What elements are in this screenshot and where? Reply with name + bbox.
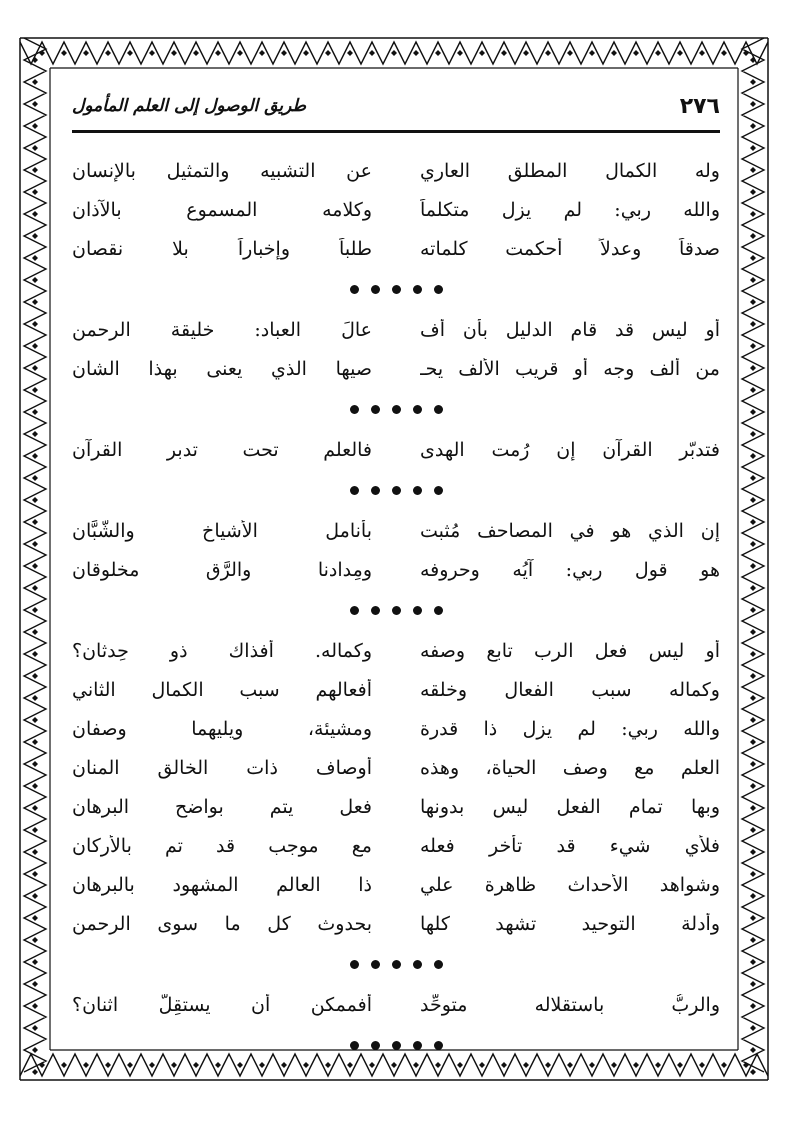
border-diamond: [435, 50, 441, 56]
border-diamond: [32, 497, 38, 503]
separator-dot: [350, 486, 359, 495]
border-diamond: [193, 50, 199, 56]
border-diamond: [32, 101, 38, 107]
verse-first-hemistich: والله ربي: لم يزل متكلماً: [420, 198, 720, 221]
border-diamond: [567, 50, 573, 56]
verse-second-hemistich: فالعلم تحت تدبر القرآن: [72, 438, 372, 461]
section-separator: [72, 469, 720, 511]
border-diamond: [750, 673, 756, 679]
verse-second-hemistich: ومِدادنا والرَّق مخلوقان: [72, 558, 372, 581]
border-diamond: [32, 739, 38, 745]
section-separator: [72, 1024, 720, 1066]
section-separator: [72, 589, 720, 631]
border-diamond: [259, 50, 265, 56]
separator-dot: [413, 285, 422, 294]
separator-dot: [371, 606, 380, 615]
verse-second-hemistich: وكماله. أفذاك ذو حِدثان؟: [72, 639, 372, 662]
border-diamond: [83, 50, 89, 56]
border-diamond: [32, 893, 38, 899]
border-diamond: [750, 915, 756, 921]
border-diamond: [237, 50, 243, 56]
verse-line: [72, 748, 720, 787]
verse-first-hemistich: وأدلة التوحيد تشهد كلها: [420, 912, 720, 935]
border-diamond: [750, 1025, 756, 1031]
border-diamond: [32, 673, 38, 679]
border-diamond: [39, 1062, 45, 1068]
border-diamond: [32, 1069, 38, 1075]
section-separator: [72, 268, 720, 310]
verse-first-hemistich: من ألف وجه أو قريب الألف يحـ: [420, 357, 720, 380]
border-diamond: [149, 50, 155, 56]
separator-dot: [371, 405, 380, 414]
border-diamond: [32, 849, 38, 855]
border-diamond: [32, 937, 38, 943]
border-diamond: [32, 475, 38, 481]
border-diamond: [750, 805, 756, 811]
border-diamond: [369, 50, 375, 56]
border-diamond: [32, 277, 38, 283]
border-diamond: [750, 497, 756, 503]
border-diamond: [32, 453, 38, 459]
section-separator: [72, 388, 720, 430]
border-diamond: [32, 233, 38, 239]
border-diamond: [750, 893, 756, 899]
verse-first-hemistich: أو ليس قد قام الدليل بأن أف: [420, 318, 720, 341]
verse-line: [72, 904, 720, 943]
border-diamond: [39, 50, 45, 56]
border-diamond: [750, 981, 756, 987]
border-diamond: [32, 695, 38, 701]
poem-section: [72, 310, 720, 388]
separator-dot: [434, 405, 443, 414]
border-diamond: [750, 1069, 756, 1075]
border-diamond: [32, 299, 38, 305]
border-diamond: [391, 50, 397, 56]
border-diamond: [32, 123, 38, 129]
border-diamond: [32, 431, 38, 437]
verse-first-hemistich: والله ربي: لم يزل ذا قدرة: [420, 717, 720, 740]
border-diamond: [750, 1003, 756, 1009]
verse-second-hemistich: بأنامل الأشياخ والشُّبَّان: [72, 519, 372, 542]
border-diamond: [750, 541, 756, 547]
border-diamond: [750, 937, 756, 943]
border-diamond: [750, 475, 756, 481]
border-diamond: [32, 717, 38, 723]
border-diamond: [750, 959, 756, 965]
border-diamond: [61, 1062, 67, 1068]
separator-dot: [350, 960, 359, 969]
separator-dot: [413, 1041, 422, 1050]
border-diamond: [32, 189, 38, 195]
verse-second-hemistich: وكلامه المسموع بالآذان: [72, 198, 372, 221]
separator-dot: [434, 960, 443, 969]
separator-dot: [371, 1041, 380, 1050]
border-diamond: [457, 50, 463, 56]
border-diamond: [699, 50, 705, 56]
verse-line: [72, 190, 720, 229]
border-diamond: [750, 871, 756, 877]
verse-first-hemistich: وبها تمام الفعل ليس بدونها: [420, 795, 720, 818]
border-diamond: [750, 761, 756, 767]
border-diamond: [750, 695, 756, 701]
separator-dot: [392, 486, 401, 495]
separator-dot: [392, 1041, 401, 1050]
separator-dot: [392, 405, 401, 414]
verse-second-hemistich: فعل يتم بواضح البرهان: [72, 795, 372, 818]
verse-first-hemistich: هو قول ربي: آيُه وحروفه: [420, 558, 720, 581]
separator-dot: [350, 1041, 359, 1050]
verse-second-hemistich: أفعالهم سبب الكمال الثاني: [72, 678, 372, 701]
border-diamond: [501, 50, 507, 56]
border-diamond: [750, 849, 756, 855]
verse-second-hemistich: أفممكن أن يستقِلَّ اثنان؟: [72, 993, 372, 1016]
separator-dot: [434, 486, 443, 495]
verse-first-hemistich: والربُّ باستقلاله متوحِّد: [420, 993, 720, 1016]
border-diamond: [32, 607, 38, 613]
separator-dot: [413, 486, 422, 495]
separator-dot: [413, 405, 422, 414]
border-diamond: [32, 387, 38, 393]
verse-first-hemistich: أو ليس فعل الرب تابع وصفه: [420, 639, 720, 662]
border-diamond: [32, 585, 38, 591]
border-diamond: [750, 783, 756, 789]
border-diamond: [32, 981, 38, 987]
border-diamond: [32, 255, 38, 261]
border-diamond: [32, 1025, 38, 1031]
border-diamond: [32, 343, 38, 349]
border-diamond: [523, 50, 529, 56]
border-diamond: [721, 50, 727, 56]
border-diamond: [105, 50, 111, 56]
separator-dot: [392, 285, 401, 294]
border-diamond: [61, 50, 67, 56]
verse-line: [72, 865, 720, 904]
border-diamond: [32, 211, 38, 217]
poem-section: [72, 151, 720, 268]
verse-first-hemistich: وله الكمال المطلق العاري: [420, 159, 720, 182]
page-header: [72, 90, 720, 133]
border-diamond: [32, 871, 38, 877]
border-diamond: [750, 123, 756, 129]
poem-section: [72, 511, 720, 589]
border-diamond: [32, 519, 38, 525]
verse-line: [72, 826, 720, 865]
border-diamond: [750, 365, 756, 371]
border-diamond: [32, 1003, 38, 1009]
verse-line: [72, 631, 720, 670]
separator-dot: [434, 1041, 443, 1050]
border-diamond: [750, 343, 756, 349]
border-diamond: [127, 50, 133, 56]
border-diamond: [750, 189, 756, 195]
border-diamond: [743, 50, 749, 56]
border-diamond: [32, 805, 38, 811]
verse-first-hemistich: فلأي شيء قد تأخر فعله: [420, 834, 720, 857]
separator-dot: [392, 960, 401, 969]
border-diamond: [750, 717, 756, 723]
border-diamond: [750, 387, 756, 393]
border-diamond: [32, 563, 38, 569]
border-diamond: [32, 167, 38, 173]
border-diamond: [32, 79, 38, 85]
border-diamond: [750, 629, 756, 635]
border-diamond: [750, 167, 756, 173]
poem-body: [72, 151, 720, 1066]
verse-second-hemistich: طلباً وإخباراً بلا نقصان: [72, 237, 372, 260]
border-diamond: [750, 453, 756, 459]
border-diamond: [750, 585, 756, 591]
border-diamond: [32, 321, 38, 327]
separator-dot: [371, 960, 380, 969]
border-diamond: [32, 783, 38, 789]
border-diamond: [347, 50, 353, 56]
poem-section: [72, 985, 720, 1024]
border-diamond: [750, 827, 756, 833]
poem-section: [72, 430, 720, 469]
border-diamond: [750, 563, 756, 569]
verse-second-hemistich: أوصاف ذات الخالق المنان: [72, 756, 372, 779]
separator-dot: [350, 285, 359, 294]
verse-first-hemistich: صدقاً وعدلاً أحكمت كلماته: [420, 237, 720, 260]
verse-line: [72, 430, 720, 469]
verse-second-hemistich: بحدوث كل ما سوى الرحمن: [72, 912, 372, 935]
border-diamond: [750, 255, 756, 261]
border-diamond: [750, 651, 756, 657]
border-diamond: [32, 651, 38, 657]
separator-dot: [371, 486, 380, 495]
border-diamond: [655, 50, 661, 56]
verse-first-hemistich: العلم مع وصف الحياة، وهذه: [420, 756, 720, 779]
separator-dot: [413, 960, 422, 969]
border-diamond: [32, 959, 38, 965]
border-diamond: [479, 50, 485, 56]
page-content: [72, 90, 720, 1070]
border-diamond: [633, 50, 639, 56]
verse-second-hemistich: صيها الذي يعنى بهذا الشان: [72, 357, 372, 380]
border-diamond: [281, 50, 287, 56]
verse-line: [72, 310, 720, 349]
separator-dot: [413, 606, 422, 615]
border-diamond: [750, 57, 756, 63]
border-diamond: [743, 1062, 749, 1068]
border-diamond: [750, 101, 756, 107]
border-diamond: [32, 365, 38, 371]
verse-line: [72, 787, 720, 826]
poem-section: [72, 631, 720, 943]
border-diamond: [750, 409, 756, 415]
verse-line: [72, 151, 720, 190]
running-title: طريق الوصول إلى العلم المأمول: [72, 96, 307, 116]
border-diamond: [32, 915, 38, 921]
verse-line: [72, 511, 720, 550]
verse-line: [72, 229, 720, 268]
verse-line: [72, 670, 720, 709]
border-diamond: [750, 79, 756, 85]
separator-dot: [350, 405, 359, 414]
border-diamond: [32, 629, 38, 635]
verse-first-hemistich: وشواهد الأحداث ظاهرة علي: [420, 873, 720, 896]
border-diamond: [721, 1062, 727, 1068]
verse-second-hemistich: عن التشبيه والتمثيل بالإنسان: [72, 159, 372, 182]
border-diamond: [303, 50, 309, 56]
border-diamond: [32, 145, 38, 151]
border-diamond: [545, 50, 551, 56]
separator-dot: [371, 285, 380, 294]
separator-dot: [434, 285, 443, 294]
border-diamond: [677, 50, 683, 56]
border-diamond: [750, 431, 756, 437]
border-diamond: [32, 409, 38, 415]
verse-first-hemistich: إن الذي هو في المصاحف مُثبت: [420, 519, 720, 542]
border-diamond: [750, 233, 756, 239]
separator-dot: [350, 606, 359, 615]
page-number: ٢٧٦: [679, 94, 720, 119]
border-diamond: [32, 57, 38, 63]
verse-line: [72, 985, 720, 1024]
border-diamond: [750, 519, 756, 525]
border-diamond: [32, 761, 38, 767]
border-diamond: [32, 541, 38, 547]
border-diamond: [589, 50, 595, 56]
verse-line: [72, 349, 720, 388]
verse-first-hemistich: وكماله سبب الفعال وخلقه: [420, 678, 720, 701]
verse-second-hemistich: عالَ العباد: خليقة الرحمن: [72, 318, 372, 341]
border-diamond: [750, 1047, 756, 1053]
border-diamond: [750, 277, 756, 283]
verse-first-hemistich: فتدبّر القرآن إن رُمت الهدى: [420, 438, 720, 461]
border-diamond: [750, 299, 756, 305]
verse-line: [72, 709, 720, 748]
border-diamond: [32, 827, 38, 833]
verse-second-hemistich: ذا العالم المشهود بالبرهان: [72, 873, 372, 896]
verse-line: [72, 550, 720, 589]
border-diamond: [611, 50, 617, 56]
border-diamond: [32, 1047, 38, 1053]
border-diamond: [325, 50, 331, 56]
border-diamond: [750, 145, 756, 151]
page-frame: [10, 28, 778, 1090]
section-separator: [72, 943, 720, 985]
border-diamond: [750, 607, 756, 613]
border-diamond: [750, 211, 756, 217]
border-diamond: [750, 321, 756, 327]
border-diamond: [171, 50, 177, 56]
separator-dot: [392, 606, 401, 615]
verse-second-hemistich: ومشيئة، ويليهما وصفان: [72, 717, 372, 740]
separator-dot: [434, 606, 443, 615]
border-diamond: [413, 50, 419, 56]
border-diamond: [215, 50, 221, 56]
verse-second-hemistich: مع موجب قد تم بالأركان: [72, 834, 372, 857]
border-diamond: [750, 739, 756, 745]
